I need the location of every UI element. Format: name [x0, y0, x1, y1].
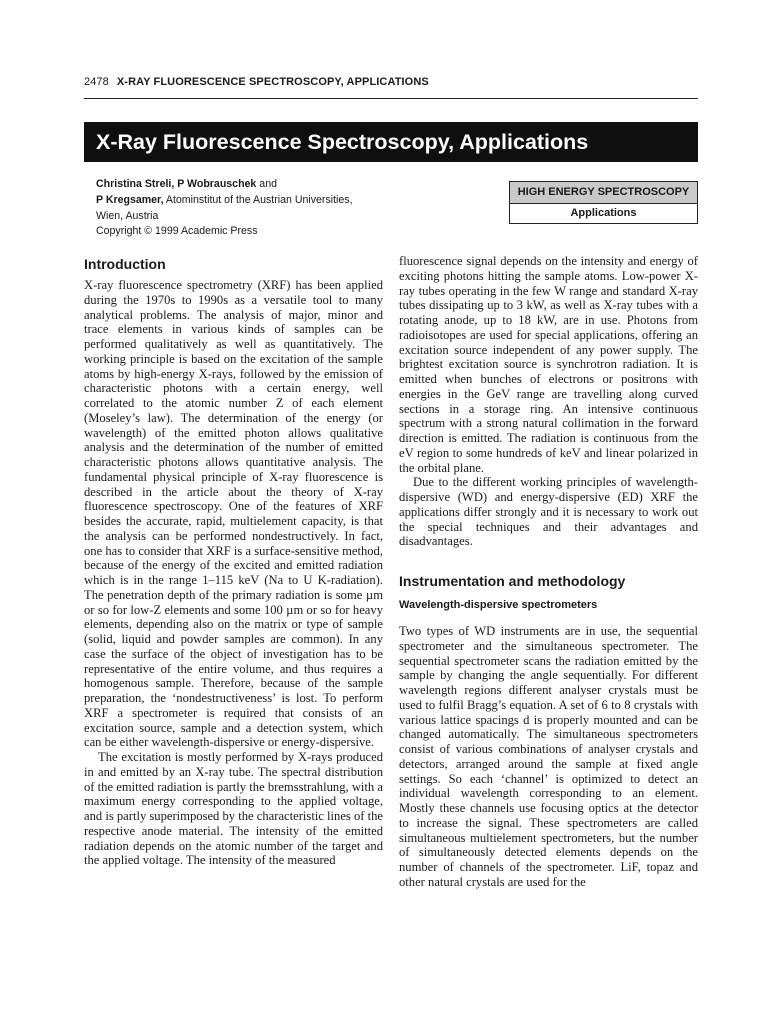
- article-title: X-Ray Fluorescence Spectroscopy, Applications: [84, 122, 698, 162]
- intro-paragraph-3: Due to the different working principles of wavelength-dispersive (WD) and energy-dispersive (ED) XRF the applications differ strongly and it is necessary to work out the special techniques and their advantages and disadvantages.: [399, 475, 698, 549]
- running-head: [84, 76, 429, 88]
- category-sublabel: Applications: [570, 207, 637, 219]
- intro-paragraph-2: The excitation is mostly performed by X-rays produced in and emitted by an X-ray tube. The spectral distribution of the emitted radiation is partly the bremsstrahlung, with a maximum energy corresponding to the applied voltage, and is partly superimposed by the characteristic lines of the respective anode material. The intensity of the emitted radiation depends on the atomic number of the target and the applied voltage. The intensity of the measured: [84, 750, 384, 868]
- wd-spectrometers-subheading: Wavelength-dispersive spectrometers: [399, 599, 598, 611]
- right-column: [399, 254, 698, 890]
- header-rule: [84, 98, 698, 99]
- author-affiliation: Atominstitut of the Austrian Universities, Wien, Austria: [96, 194, 353, 222]
- copyright-notice: Copyright © 1999 Academic Press: [96, 225, 258, 237]
- introduction-heading: Introduction: [84, 256, 166, 272]
- wd-paragraph-1: Two types of WD instruments are in use, the sequential spectrometer and the simultaneous spectrometer. The sequential spectrometer scans the radiation emitted by the sample by changing the angle sequentially. For different wavelength regions different analyser crystals must be used to fulfil Bragg’s equation. A set of 6 to 8 crystals with various lattice spacings d is properly mounted and can be changed automatically. The simultaneous spectrometers consist of various combinations of analyser crystals and detectors, arranged around the sample at fixed angle settings. So each ‘channel’ is optimized to detect an individual wavelength corresponding to an element. Mostly these channels use focusing optics at the detector to increase the signal. These spectrometers are called simultaneous multielement spectrometers, but the number of simultaneously detected elements depends on the number of channels of the spectrometer. LiF, topaz and other natural crystals are used for the: [399, 624, 698, 889]
- intro-paragraph-1: X-ray fluorescence spectrometry (XRF) has been applied during the 1970s to 1990s as a versatile tool to many analytical problems. The analysis of major, minor and trace elements in various kinds of samples can be performed qualitatively as well as quantitatively. The working principle is based on the excitation of the sample atoms by high-energy X-rays, followed by the emission of characteristic photons with a certain energy, well correlated to the atomic number Z of each element (Moseley’s law). The determination of the energy (or wavelength) of the emitted photon allows qualitative analysis and the determination of the number of emitted characteristic photons allows quantitative analysis. The fundamental physical principle of X-ray fluorescence is described in the article about the theory of X-ray fluorescence spectroscopy. One of the features of XRF besides the accurate, rapid, multielement capacity, is that the analysis can be performed nondestructively. In fact, one has to consider that XRF is a surface-sensitive method, because of the energy of the excited and emitted radiation which is in the range 1–115 keV (Na to U K-radiation). The penetration depth of the primary radiation is some µm or so for low-Z elements and some 100 µm or so for heavy elements, depending also on the matrix or type of sample (solid, liquid and powder samples are common). In any case the surface of the object of investigation has to be representative of the entire volume, and thus requires a homogenous sample. Therefore, because of the sample preparation, the ‘nondestructiveness’ is lost. To perform XRF a spectrometer is required that consists of an excitation source, sample and a detection system, which can be either wavelength-dispersive or energy-dispersive.: [84, 278, 383, 750]
- running-head-title: X-RAY FLUORESCENCE SPECTROSCOPY, APPLICATIONS: [116, 76, 429, 88]
- left-column: [84, 254, 383, 868]
- intro-paragraph-2-continued: fluorescence signal depends on the intensity and energy of exciting photons hitting the sample atoms. Low-power X-ray tubes operating in the few W range and standard X-ray tubes dissipating up to 3 kW, as well as X-ray tubes with a rotating anode, up to 18 kW, are in use. Photons from radioisotopes are used for special applications, offering an excitation source independent of any power supply. The brightest excitation source is synchrotron radiation. It is emitted when bunches of electrons or positrons with energies in the GeV range are travelling along curved sections in a storage ring. An intensive continuous spectrum with a strong natural collimation in the forward direction is emitted. The radiation is continuous from the eV region to some hundreds of keV and linear polarized in the orbital plane.: [399, 254, 698, 475]
- author-names: Christina Streli, P Wobrauschek: [96, 178, 257, 190]
- instrumentation-heading: Instrumentation and methodology: [399, 573, 626, 589]
- author-name-kregsamer: P Kregsamer,: [96, 194, 164, 206]
- category-box: [509, 181, 698, 224]
- page-number: 2478: [84, 76, 109, 88]
- category-label: HIGH ENERGY SPECTROSCOPY: [510, 182, 697, 204]
- author-block: [96, 176, 356, 224]
- author-and: and: [259, 178, 277, 190]
